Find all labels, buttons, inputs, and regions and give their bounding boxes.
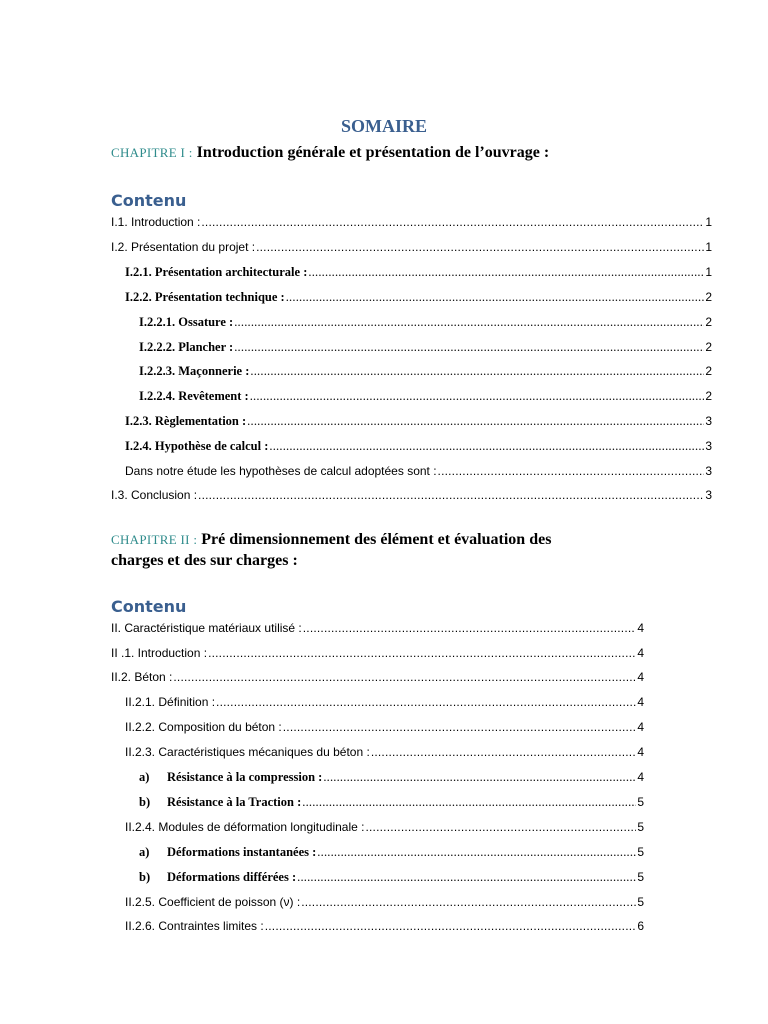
toc-entry-page: 4 bbox=[637, 670, 644, 684]
toc-entry-label bbox=[139, 794, 301, 810]
chapter-2-contents-heading: Contenu bbox=[111, 597, 187, 616]
toc-entry[interactable] bbox=[139, 869, 644, 885]
toc-entry-page: 4 bbox=[637, 770, 644, 784]
toc-entry-label: II.2.2. Composition du béton : bbox=[125, 720, 282, 734]
toc-entry-page: 5 bbox=[637, 870, 644, 884]
toc-entry-label: II.2.6. Contraintes limites : bbox=[125, 919, 264, 933]
toc-entry-page: 4 bbox=[637, 646, 644, 660]
toc-entry-label: I.2.4. Hypothèse de calcul : bbox=[125, 439, 269, 453]
chapter-2-heading bbox=[111, 529, 651, 571]
toc-entry[interactable] bbox=[125, 894, 644, 910]
toc-entry[interactable] bbox=[125, 819, 644, 835]
toc-entry-label bbox=[139, 844, 316, 860]
toc-entry-text: Déformations instantanées : bbox=[167, 845, 317, 859]
toc-entry-text: Résistance à la Traction : bbox=[167, 795, 302, 809]
toc-entry[interactable] bbox=[111, 239, 712, 255]
toc-entry-page: 2 bbox=[705, 389, 712, 403]
toc-entry-label bbox=[139, 769, 322, 785]
toc-entry-label: I.2. Présentation du projet : bbox=[111, 240, 256, 254]
toc-entry-label bbox=[139, 869, 296, 885]
toc-entry-label: II. Caractéristique matériaux utilisé : bbox=[111, 621, 302, 635]
toc-entry-page: 1 bbox=[705, 265, 712, 279]
toc-entry-marker: a) bbox=[139, 845, 150, 859]
toc-entry-page: 2 bbox=[705, 340, 712, 354]
toc-entry[interactable] bbox=[125, 744, 644, 760]
toc-entry-label: I.2.1. Présentation architecturale : bbox=[125, 265, 308, 279]
toc-entry-page: 4 bbox=[637, 745, 644, 759]
toc-entry-page: 6 bbox=[637, 919, 644, 933]
toc-entry[interactable] bbox=[111, 487, 712, 503]
toc-entry-label: I.2.2.2. Plancher : bbox=[139, 340, 234, 354]
toc-entry[interactable] bbox=[139, 769, 644, 785]
toc-entry-label: I.1. Introduction : bbox=[111, 215, 201, 229]
toc-entry-page: 4 bbox=[637, 720, 644, 734]
toc-entry[interactable] bbox=[125, 719, 644, 735]
toc-entry[interactable] bbox=[139, 794, 644, 810]
toc-entry[interactable] bbox=[111, 669, 644, 685]
chapter-2-title-line2: charges et des sur charges : bbox=[111, 552, 298, 569]
toc-entry-page: 2 bbox=[705, 290, 712, 304]
toc-entry-label: II.2.3. Caractéristiques mécaniques du béton : bbox=[125, 745, 370, 759]
toc-entry-page: 2 bbox=[705, 315, 712, 329]
toc-entry[interactable] bbox=[139, 339, 712, 355]
toc-entry[interactable] bbox=[125, 918, 644, 934]
toc-entry-label: Dans notre étude les hypothèses de calcul adoptées sont : bbox=[125, 464, 437, 478]
toc-entry[interactable] bbox=[125, 438, 712, 454]
toc-entry-page: 5 bbox=[637, 895, 644, 909]
toc-entry[interactable] bbox=[125, 289, 712, 305]
toc-entry-marker: a) bbox=[139, 770, 150, 784]
toc-entry[interactable] bbox=[139, 314, 712, 330]
toc-entry-label: II.2.5. Coefficient de poisson (ν) : bbox=[125, 895, 301, 909]
toc-entry-page: 3 bbox=[705, 464, 712, 478]
toc-entry[interactable] bbox=[125, 413, 712, 429]
toc-entry[interactable] bbox=[125, 264, 712, 280]
toc-entry[interactable] bbox=[111, 214, 712, 230]
toc-entry-marker: b) bbox=[139, 870, 151, 884]
toc-entry-label: II.2. Béton : bbox=[111, 670, 173, 684]
page-title: SOMAIRE bbox=[340, 116, 427, 136]
toc-entry-page: 4 bbox=[637, 621, 644, 635]
toc-entry-page: 1 bbox=[705, 215, 712, 229]
toc-entry-label: II.2.1. Définition : bbox=[125, 695, 216, 709]
toc-entry[interactable] bbox=[125, 463, 712, 479]
toc-entry-label: II .1. Introduction : bbox=[111, 646, 208, 660]
toc-entry-label: I.2.2.3. Maçonnerie : bbox=[139, 364, 250, 378]
toc-entry-page: 1 bbox=[705, 240, 712, 254]
toc-entry[interactable] bbox=[139, 844, 644, 860]
toc-entry-label: I.2.2.4. Revêtement : bbox=[139, 389, 249, 403]
chapter-1-contents-heading: Contenu bbox=[111, 191, 187, 210]
toc-entry-page: 3 bbox=[705, 488, 712, 502]
chapter-2-title-line1: Pré dimensionnement des élément et évaluation des bbox=[201, 531, 552, 548]
toc-entry[interactable] bbox=[139, 388, 712, 404]
chapter-2-label: CHAPITRE II : bbox=[111, 532, 198, 547]
chapter-1-label: CHAPITRE I : bbox=[111, 145, 193, 160]
toc-entry-label: II.2.4. Modules de déformation longitudinale : bbox=[125, 820, 365, 834]
toc-entry-label: I.2.2.1. Ossature : bbox=[139, 315, 234, 329]
toc-entry-text: Résistance à la compression : bbox=[167, 770, 323, 784]
toc-entry-page: 4 bbox=[637, 695, 644, 709]
chapter-1-heading bbox=[111, 142, 651, 163]
toc-entry-page: 3 bbox=[705, 414, 712, 428]
toc-entry-label: I.2.3. Règlementation : bbox=[125, 414, 247, 428]
toc-entry[interactable] bbox=[139, 363, 712, 379]
toc-entry-text: Déformations différées : bbox=[167, 870, 297, 884]
toc-entry-label: I.3. Conclusion : bbox=[111, 488, 198, 502]
toc-entry[interactable] bbox=[111, 645, 644, 661]
toc-entry-page: 3 bbox=[705, 439, 712, 453]
toc-entry-label: I.2.2. Présentation technique : bbox=[125, 290, 285, 304]
toc-entry-page: 5 bbox=[637, 795, 644, 809]
toc-entry-page: 5 bbox=[637, 845, 644, 859]
toc-entry-page: 5 bbox=[637, 820, 644, 834]
toc-entry-marker: b) bbox=[139, 795, 151, 809]
chapter-1-title: Introduction générale et présentation de l’ouvrage : bbox=[196, 144, 550, 161]
toc-entry[interactable] bbox=[111, 620, 644, 636]
toc-entry-page: 2 bbox=[705, 364, 712, 378]
toc-entry[interactable] bbox=[125, 694, 644, 710]
